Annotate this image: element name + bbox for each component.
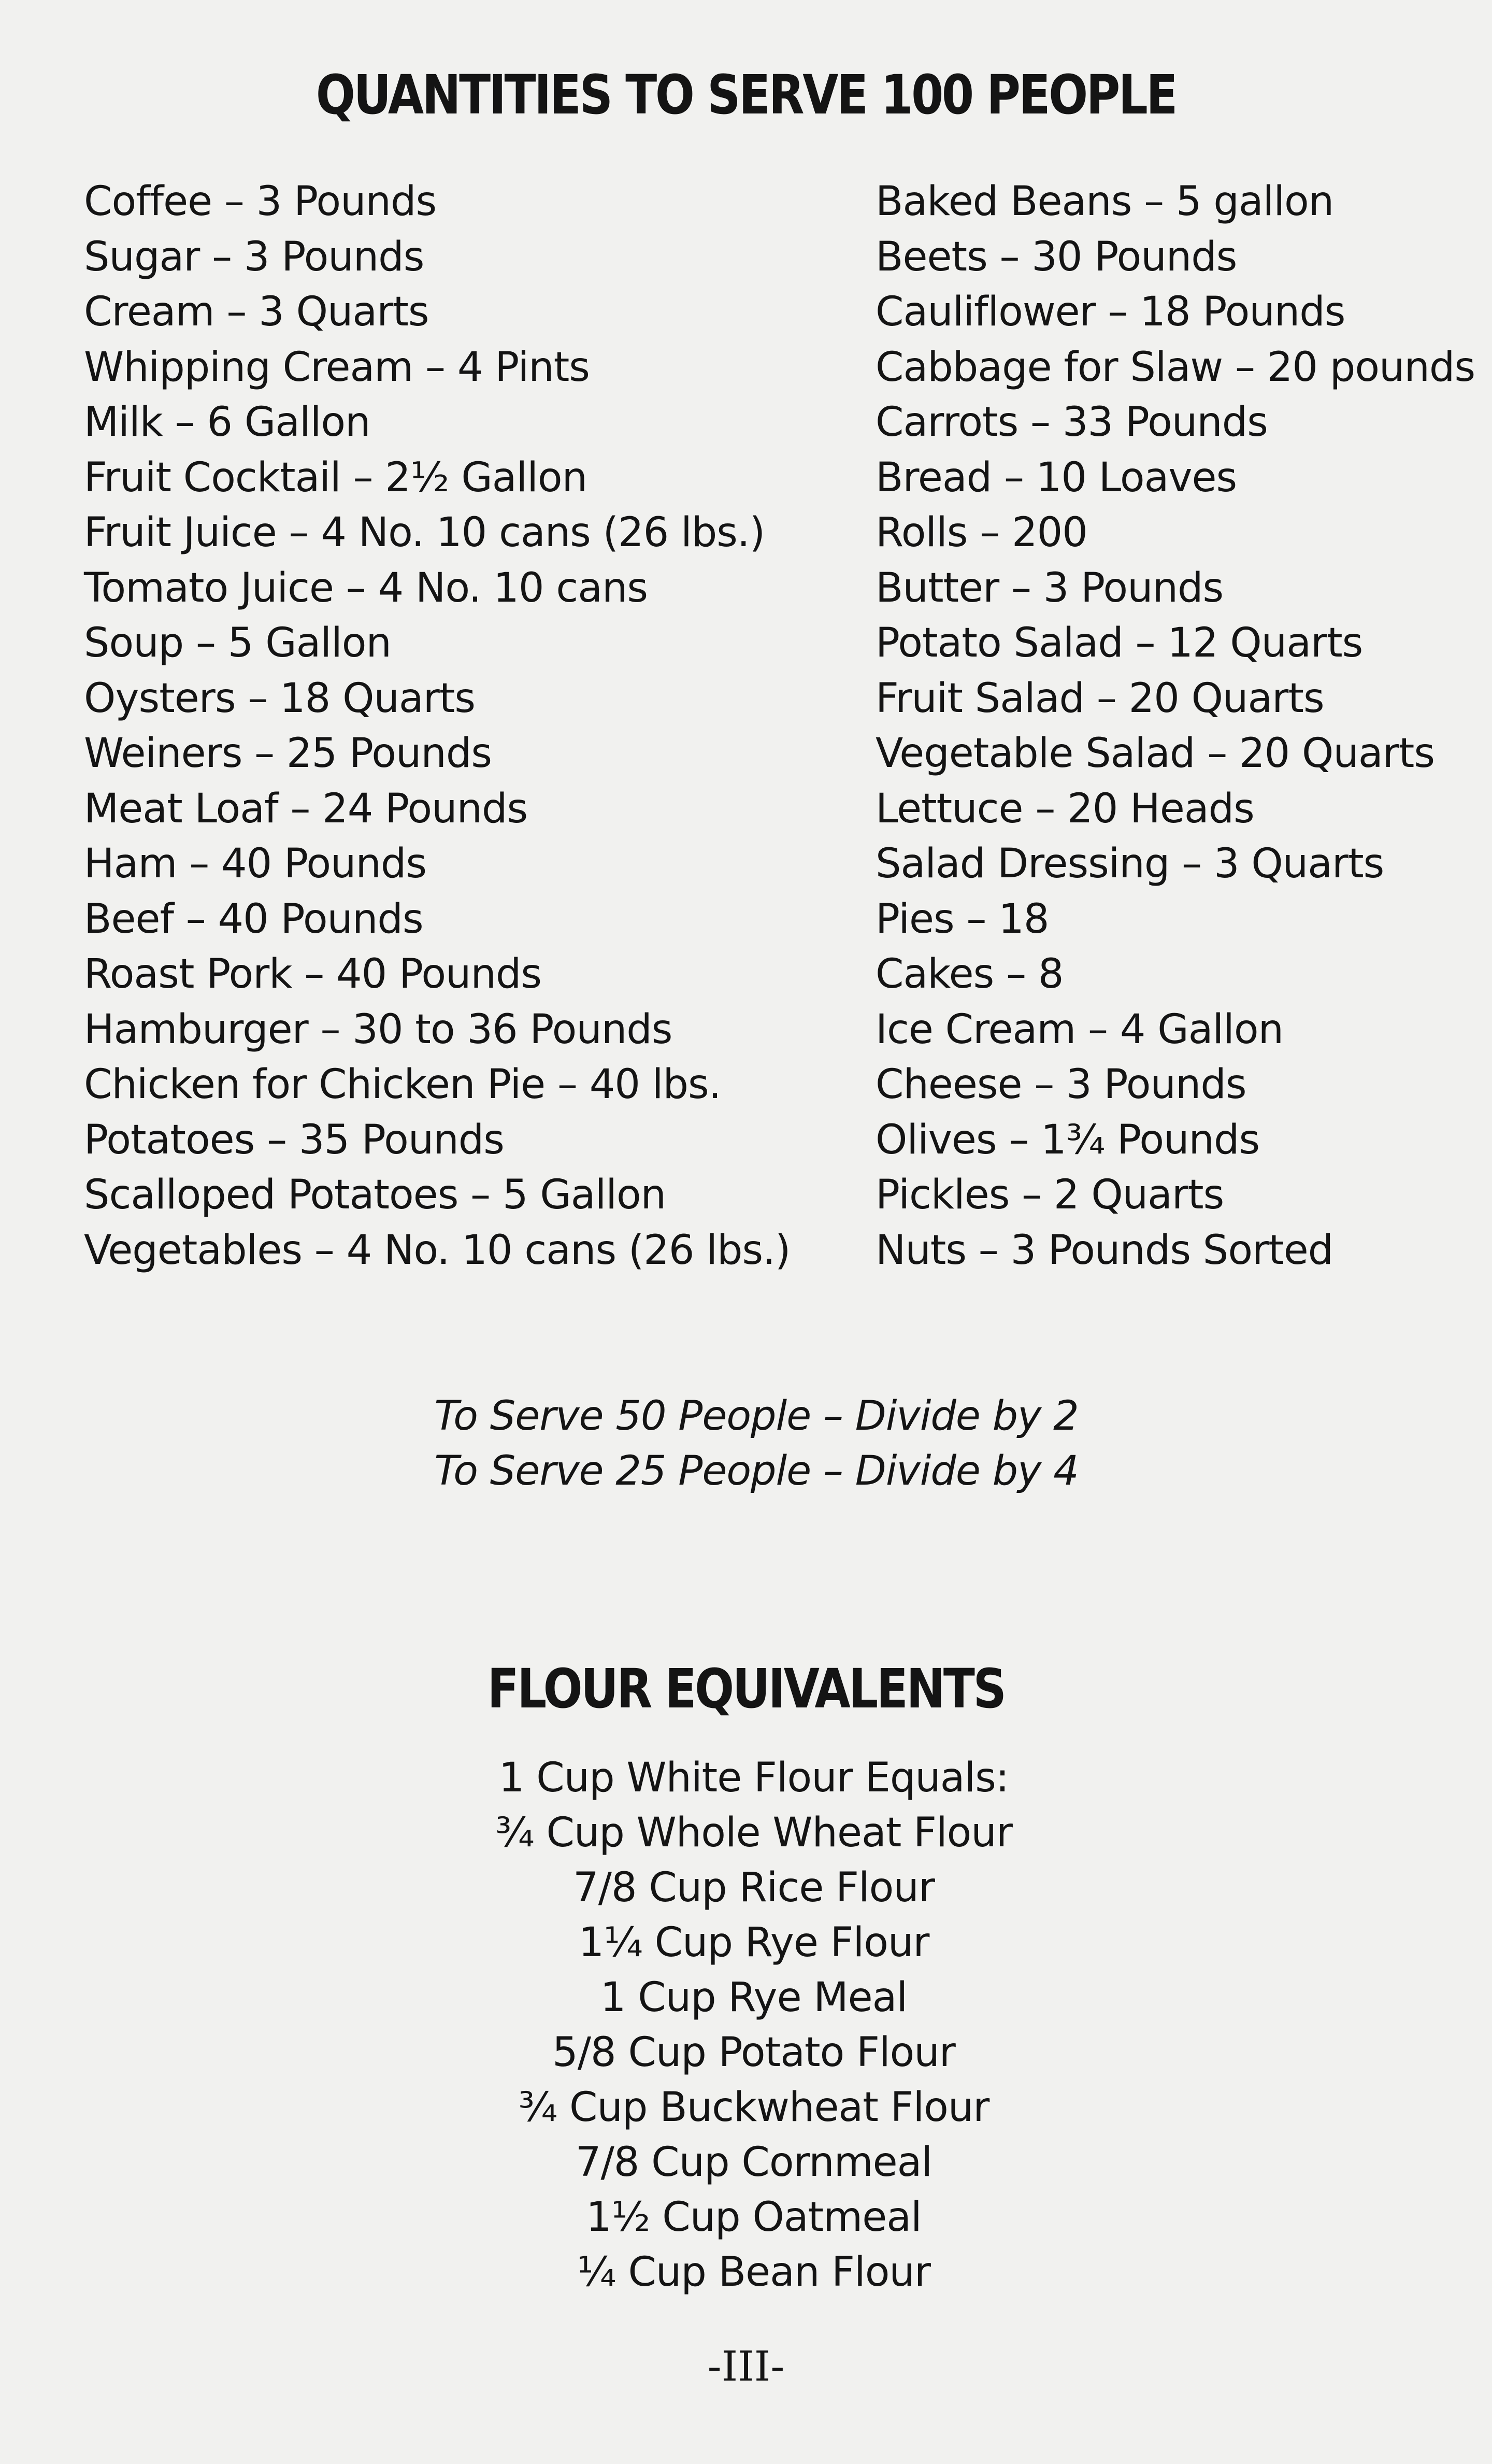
list-item: ¾ Cup Buckwheat Flour [518, 2084, 989, 2131]
list-item: 5/8 Cup Potato Flour [552, 2029, 955, 2076]
list-item: Coffee – 3 Pounds [84, 178, 437, 225]
list-item: Ham – 40 Pounds [84, 841, 427, 887]
list-item: 7/8 Cup Rice Flour [573, 1864, 935, 1911]
list-item: Weiners – 25 Pounds [84, 730, 492, 777]
list-item: 1½ Cup Oatmeal [586, 2194, 922, 2241]
list-item: Vegetables – 4 No. 10 cans (26 lbs.) [84, 1227, 791, 1274]
list-item: Fruit Cocktail – 2½ Gallon [84, 454, 587, 501]
flour-equivalents-title: FLOUR EQUIVALENTS [487, 1657, 1005, 1720]
list-item: Rolls – 200 [876, 509, 1087, 556]
list-item: Potatoes – 35 Pounds [84, 1116, 504, 1163]
list-item: Cream – 3 Quarts [84, 289, 429, 335]
divide-note: To Serve 25 People – Divide by 4 [434, 1448, 1079, 1494]
page-title: QUANTITIES TO SERVE 100 PEOPLE [315, 63, 1177, 126]
list-item: Olives – 1¾ Pounds [876, 1116, 1260, 1163]
list-item: 1 Cup White Flour Equals: [498, 1755, 1009, 1801]
list-item: Baked Beans – 5 gallon [876, 178, 1334, 225]
list-item: 1 Cup Rye Meal [600, 1974, 908, 2021]
list-item: Cakes – 8 [876, 951, 1064, 998]
list-item: ¼ Cup Bean Flour [577, 2249, 930, 2296]
list-item: Pickles – 2 Quarts [876, 1172, 1224, 1218]
list-item: Butter – 3 Pounds [876, 564, 1224, 611]
list-item: Nuts – 3 Pounds Sorted [876, 1227, 1333, 1274]
flour-equivalents-list [0, 1750, 1492, 2300]
list-item: Cheese – 3 Pounds [876, 1061, 1246, 1108]
list-item: Sugar – 3 Pounds [84, 233, 424, 280]
list-item: 7/8 Cup Cornmeal [575, 2139, 933, 2186]
list-item: 1¼ Cup Rye Flour [578, 1919, 929, 1966]
list-item: Salad Dressing – 3 Quarts [876, 841, 1384, 887]
list-item: Tomato Juice – 4 No. 10 cans [84, 564, 648, 611]
list-item: Cauliflower – 18 Pounds [876, 289, 1345, 335]
list-item: Roast Pork – 40 Pounds [84, 951, 542, 998]
list-item: Vegetable Salad – 20 Quarts [876, 730, 1434, 777]
list-item: Hamburger – 30 to 36 Pounds [84, 1006, 672, 1053]
list-item: Carrots – 33 Pounds [876, 399, 1268, 446]
divide-note: To Serve 50 People – Divide by 2 [434, 1393, 1079, 1440]
serving-divide-notes [0, 1389, 1492, 1499]
list-item: Bread – 10 Loaves [876, 454, 1237, 501]
list-item: Oysters – 18 Quarts [84, 675, 476, 722]
list-item: Ice Cream – 4 Gallon [876, 1006, 1284, 1053]
list-item: Milk – 6 Gallon [84, 399, 370, 446]
list-item: Pies – 18 [876, 895, 1049, 943]
list-item: Meat Loaf – 24 Pounds [84, 785, 528, 832]
list-item: Soup – 5 Gallon [84, 620, 391, 666]
list-item: Chicken for Chicken Pie – 40 lbs. [84, 1061, 721, 1108]
list-item: Whipping Cream – 4 Pints [84, 344, 590, 391]
list-item: Fruit Juice – 4 No. 10 cans (26 lbs.) [84, 509, 765, 556]
page-number: -III- [707, 2342, 785, 2390]
list-item: Beef – 40 Pounds [84, 895, 423, 943]
list-item: Lettuce – 20 Heads [876, 785, 1254, 832]
list-item: Fruit Salad – 20 Quarts [876, 675, 1324, 722]
left-quantity-list [84, 174, 790, 1278]
list-item: Cabbage for Slaw – 20 pounds [876, 344, 1475, 391]
list-item: Beets – 30 Pounds [876, 233, 1237, 280]
list-item: ¾ Cup Whole Wheat Flour [495, 1810, 1012, 1856]
right-quantity-list [876, 174, 1475, 1278]
list-item: Scalloped Potatoes – 5 Gallon [84, 1172, 666, 1218]
list-item: Potato Salad – 12 Quarts [876, 620, 1363, 666]
